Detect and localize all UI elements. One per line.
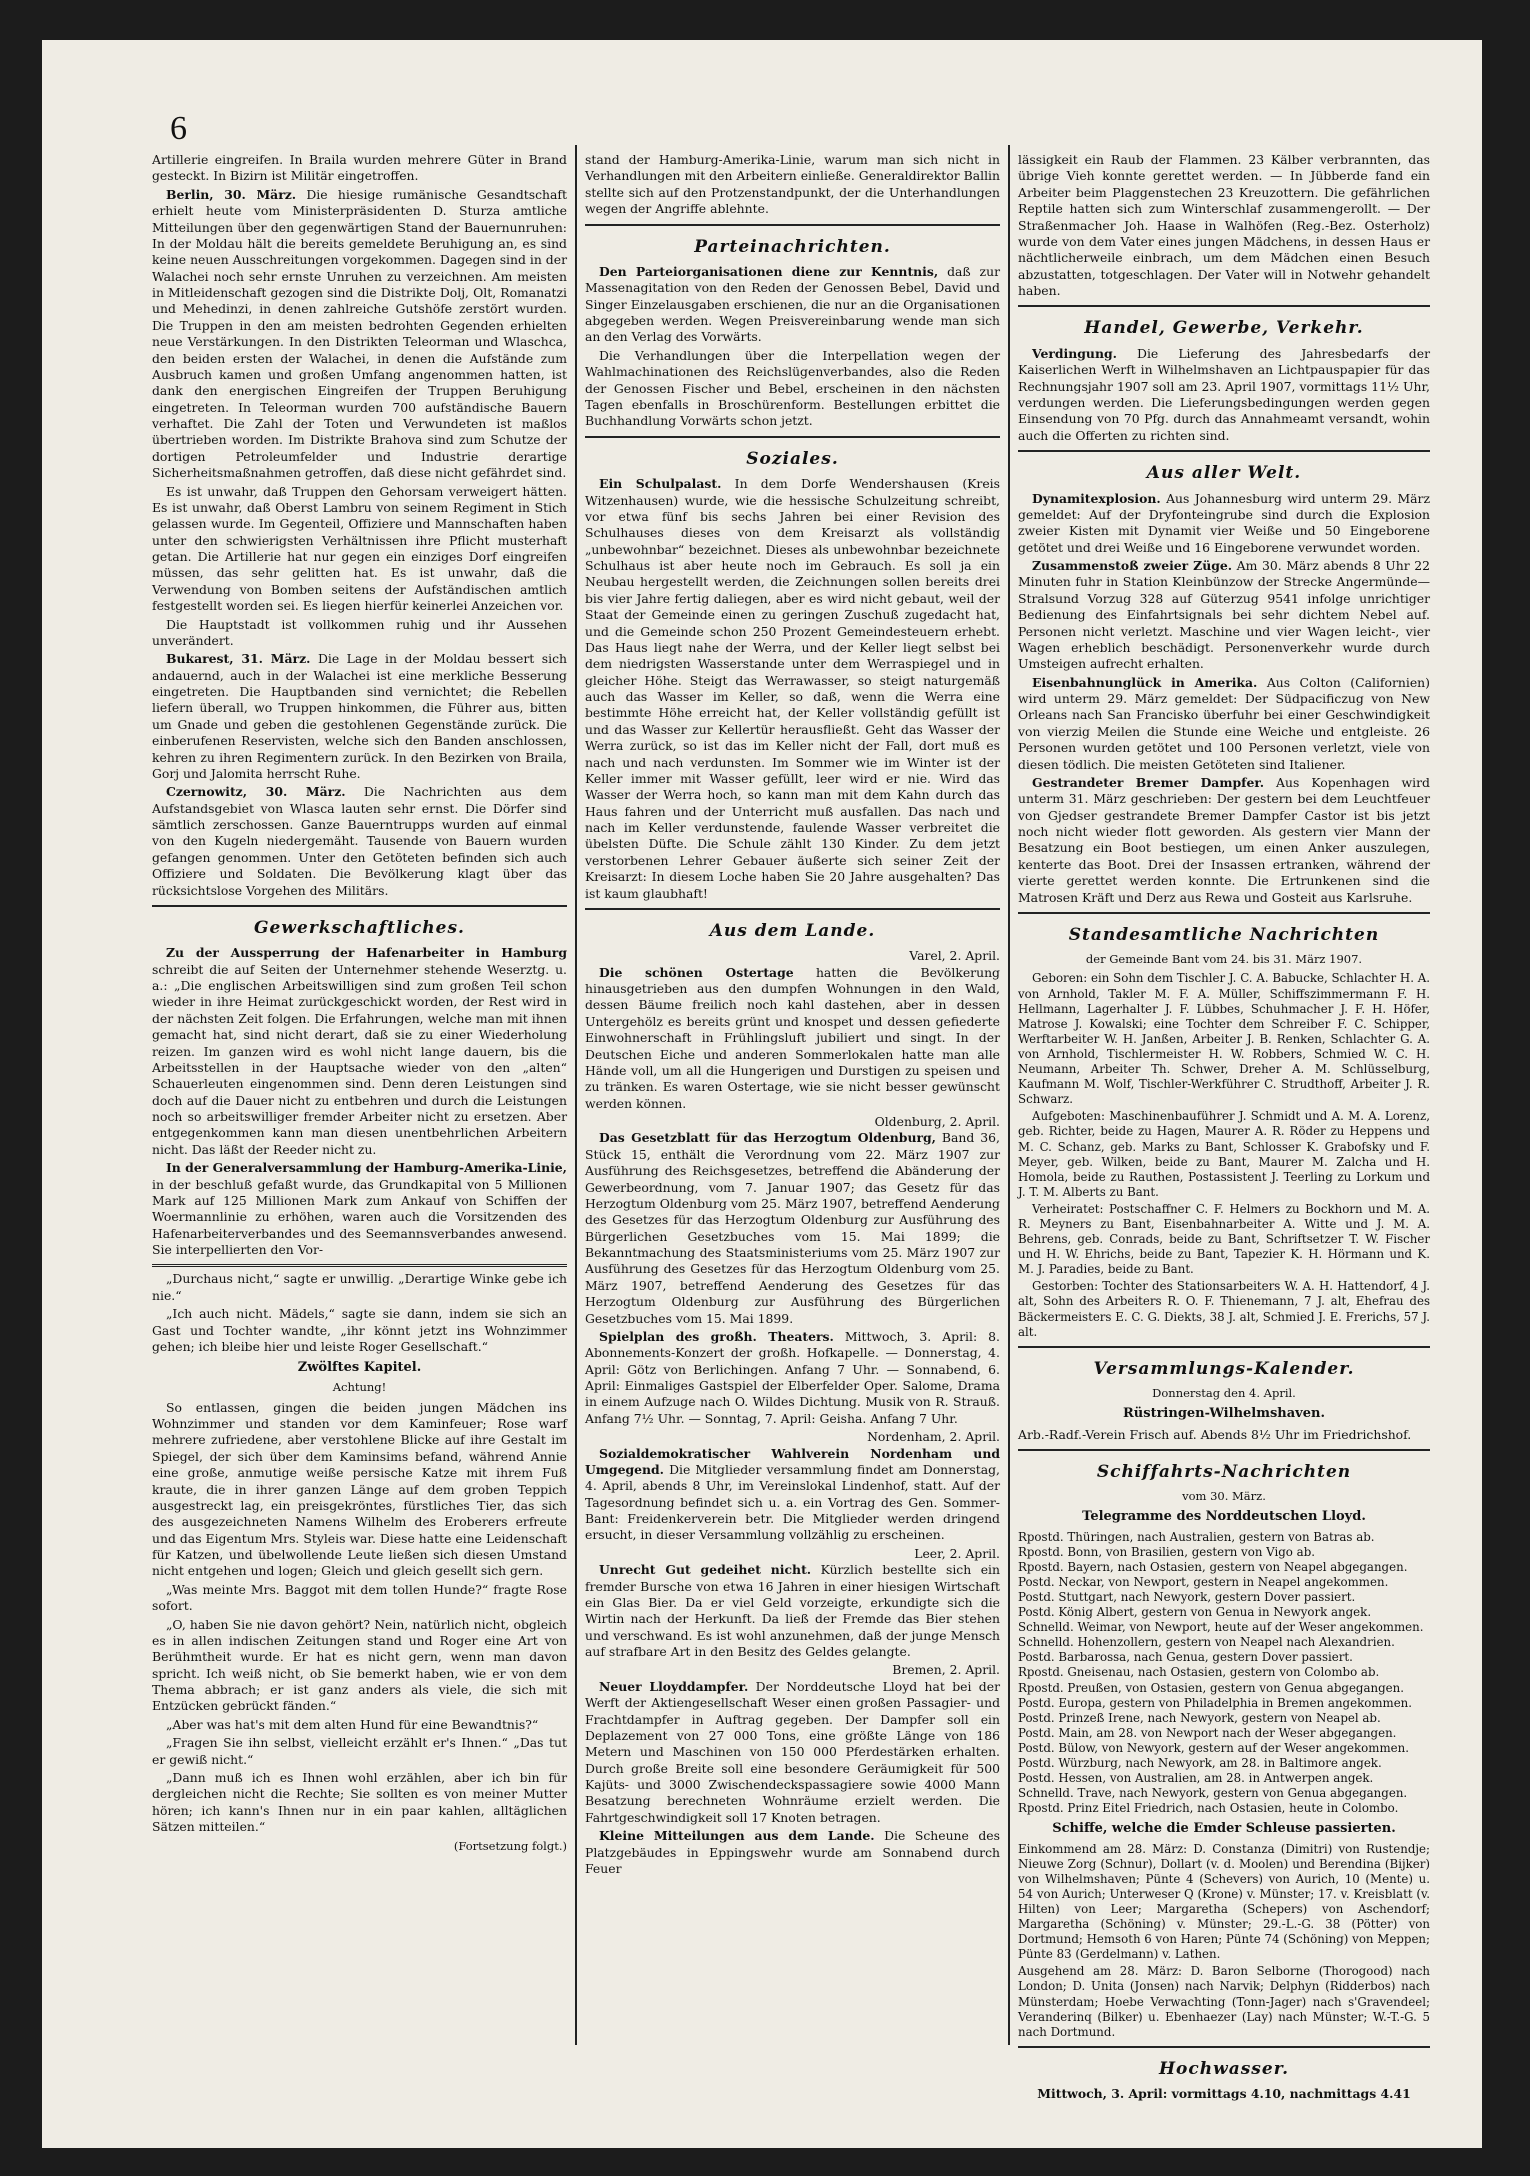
ship-line: Schnelld. Weimar, von Newport, heute auf der Weser angekommen. <box>1018 1620 1424 1635</box>
article-body: Aus Kopenhagen wird unterm 31. März geschrieben: Der gestern bei dem Leuchtfeuer von Gjedser gestrandete Bremer Dampfer Castor ist bis jetzt noch nicht wieder flott geworden. Als gestern vier Mann der Besatzung ein Boot bestiegen, um einen Anker auszulegen, kenterte das Boot. Drei der Insassen ertranken, während der vierte gerettet werden konnte. Die Ertrunkenen sind die Matrosen Kräft und Derz aus Rewa und Gosteit aus Karlsruhe. <box>1018 774 1430 905</box>
section-heading: Parteinachrichten. <box>694 236 891 257</box>
article-body: Kürzlich bestellte sich ein fremder Bursche von etwa 16 Jahren in einer hiesigen Wirtschaft ein Glas Bier. Da er viel Geld vorzeigte, erkundigte sich die Wirtin nach der Herkunft. Da ließ der Fremde das Bier stehen und verschwand. Es ist wohl anzunehmen, daß der junge Mensch auf strafbare Art in den Besitz des Geldes gelangte. <box>585 1562 1000 1660</box>
ship-line: Postd. Main, am 28. von Newport nach der Weser abgegangen. <box>1018 1725 1397 1740</box>
ship-line: Postd. Neckar, von Newport, gestern in Neapel angekommen. <box>1018 1574 1389 1589</box>
article-headline: Zusammenstoß zweier Züge. <box>1032 558 1233 573</box>
article-headline: Den Parteiorganisationen diene zur Kenntnis, <box>599 263 939 279</box>
novel-text: „Was meinte Mrs. Baggot mit dem tollen Hunde?“ fragte Rose sofort. <box>152 1581 567 1614</box>
section-heading: Versammlungs-Kalender. <box>1093 1358 1355 1379</box>
article-text <box>1018 558 1430 673</box>
dateline: Bremen, 2. April. <box>892 1662 1000 1678</box>
article-text <box>585 1329 1000 1427</box>
section-subheading: der Gemeinde Bant vom 24. bis 31. März 1907. <box>1085 952 1363 967</box>
section-heading: Handel, Gewerbe, Verkehr. <box>1084 318 1364 339</box>
ship-line: Rpostd. Thüringen, nach Australien, gestern von Batras ab. <box>1018 1529 1375 1544</box>
article-text <box>585 1828 1000 1877</box>
section-heading: Standesamtliche Nachrichten <box>1068 924 1380 945</box>
article-body: Am 30. März abends 8 Uhr 22 Minuten fuhr in Station Kleinbünzow der Strecke Angermünde—Stralsund Vorzug 328 auf Güterzug 9541 infolge unrichtiger Bedienung des Einfahrtsignals bei sehr dichtem Nebel auf. Personen nicht verletzt. Maschine und vier Wagen leicht-, vier Wagen erheblich beschädigt. Personenverkehr wurde durch Umsteigen aufrecht erhalten. <box>1018 558 1430 672</box>
article-text <box>152 784 567 899</box>
novel-text: So entlassen, gingen die beiden jungen Mädchen ins Wohnzimmer und standen vor dem Kaminfeuer; Rose warf mehrere zufriedene, aber verstohlene Blicke auf ihre Gestalt im Spiegel, der sich über dem Kaminsims befand, während Annie eine große, anmutige weiße persische Katze mit ihrem Fuß kraute, die in ihrer ganzen Länge auf dem groben Teppich ausgestreckt lag, ein preisgekröntes, fürstliches Tier, das sich des ausgezeichneten Namens Wilhelm des Eroberers erfreute und das Eigentum Mrs. Styleis war. Diese hatte eine Leidenschaft für Katzen, und übelwollende Leute ließen sich diesen Umstand nicht entgehen und logen; Gleich und gleich gesellt sich gern. <box>152 1399 567 1579</box>
novel-text: „Fragen Sie ihn selbst, vielleicht erzählt er's Ihnen.“ „Das tut er gewiß nicht.“ <box>152 1735 567 1767</box>
article-text <box>1018 346 1430 444</box>
article-headline: Sozialdemokratischer Wahlverein Nordenham und Umgegend. <box>585 1445 1000 1477</box>
article-headline: Verdingung. <box>1032 345 1117 361</box>
article-text <box>152 1160 567 1258</box>
chapter-title: Zwölftes Kapitel. <box>297 1360 422 1376</box>
article-body: hatten die Bevölkerung hinausgetrieben aus den dumpfen Wohnungen in den Wald, dessen Bäume freilich noch kahl dastehen, aber in dessen Untergehölz es bereits grünt und knospet und dessen gefiederte Einwohnerschaft in Frühlingsluft jubiliert und singt. In der Deutschen Eiche und anderen Sommerlokalen hatte man alle Hände voll, um all die Hungerigen und Durstigen zu speisen und zu tränken. Es waren Ostertage, wie sie nicht besser gewünscht werden können. <box>585 964 1000 1111</box>
section-heading: Schiffahrts-Nachrichten <box>1096 1461 1352 1482</box>
column-3 <box>1018 152 1430 2102</box>
article-body: Die Mitglieder versammlung findet am Donnerstag, 4. April, abends 8 Uhr, im Vereinslokal Lindenhof, statt. Auf der Tagesordnung befindet sich u. a. ein Vortrag des Gen. Sommer-Bant: Freidenkerverein betr. Die Mitglieder werden dringend ersucht, in dieser Versammlung vollzählig zu erscheinen. <box>585 1461 1000 1543</box>
article-text <box>152 651 567 782</box>
novel-text: „O, haben Sie nie davon gehört? Nein, natürlich nicht, obgleich es in allen indischen Zeitungen stand und Roger eine Art von Berühmtheit wurde. Er hat es nicht gern, wenn man davon spricht. Ich weiß nicht, ob Sie bemerkt haben, wie er von dem Thema abbrach; er ist ganz anders als viele, die sich mit Entzücken gebrückt fänden.“ <box>152 1616 567 1714</box>
article-text <box>152 187 567 482</box>
article-body: Die Nachrichten aus dem Aufstandsgebiet von Wlasca lauten sehr ernst. Die Dörfer sind sämtlich zerschossen. Ganze Bauerntrupps wurden auf einmal von den Kugeln niedergemäht. Tausende von Bauern wurden gefangen genommen. Unter den Getöteten befinden sich auch Offiziere und Soldaten. Die Bevölkerung klagt über das rücksichtslose Vorgehen des Militärs. <box>152 784 567 898</box>
ship-line: Rpostd. Bayern, nach Ostasien, gestern von Neapel abgegangen. <box>1018 1559 1408 1574</box>
article-text: Es ist unwahr, daß Truppen den Gehorsam verweigert hätten. Es ist unwahr, daß Oberst Lambru von seinem Regiment in Stich gelassen wurde. Im Gegenteil, Offiziere und Mannschaften haben unter den schwierigsten Verhältnissen ihre Pflicht musterhaft getan. Die Artillerie hat nur gegen ein einziges Dorf eingreifen müssen, das sehr gelitten hat. Es ist unwahr, daß die Verwendung von Bomben seitens der Aufständischen amtlich festgestellt worden sei. Es liegen hierfür keinerlei Anzeichen vor. <box>152 483 567 614</box>
dateline: Berlin, 30. März. <box>166 186 297 202</box>
dateline: Czernowitz, 30. März. <box>166 784 346 800</box>
article-body: In dem Dorfe Wendershausen (Kreis Witzenhausen) wurde, wie die hessische Schulzeitung schreibt, vor etwa fünf bis sechs Jahren bei einer Revision des Schulhauses dieses von dem Kreisarzt als vollständig „unbewohnbar“ bezeichnet. Dieses als unbewohnbar bezeichnete Schulhaus ist aber heute noch im Gebrauch. Es soll ja ein Neubau hergestellt werden, die Zeichnungen sollen bereits drei bis vier Jahre fertig daliegen, aber es wird nicht gebaut, weil der Staat der Gemeinde einen zu geringen Zuschuß zugedacht hat, und die Gemeinde schon 250 Prozent Gemeindesteuern erhebt. Das Haus liegt nahe der Werra, und der Keller liegt selbst bei dem niedrigsten Wasserstande unter dem Werraspiegel und in gleicher Höhe. Steigt das Werrawasser, so steigt naturgemäß auch das Wasser im Keller, so daß, wenn die Werra eine bestimmte Höhe erreicht hat, der Keller vollständig gefüllt ist und das Wasser zur Kellertür herausfließt. Geht das Wasser der Werra zurück, so ist das im Keller nicht der Fall, dort muß es nach und nach verdunsten. Im Sommer wie im Winter ist der Keller immer mit Wasser gefüllt, leer wird er nie. Wird das Wasser der Werra hoch, so kann man mit dem Kahn durch das Haus fahren und der Unterricht muß ausfallen. Das nach und nach im Keller verdunstende, faulende Wasser verbreitet die übelsten Düfte. Die Schule zählt 130 Kinder. Zu dem jetzt verstorbenen Lehrer Gebauer äußerte sich seiner Zeit der Kreisarzt: In diesem Loche haben Sie 20 Jahre ausgehalten? Das ist kaum glaubhaft! <box>585 476 1000 901</box>
ship-list <box>1018 1530 1430 1817</box>
ship-line: Postd. Prinzeß Irene, nach Newyork, gestern von Neapel ab. <box>1018 1710 1381 1725</box>
ship-line: Postd. Bülow, von Newyork, gestern auf der Weser angekommen. <box>1018 1740 1409 1755</box>
article-body: Die Lieferung des Jahresbedarfs der Kaiserlichen Werft in Wilhelmshaven an Lichtpauspapier für das Rechnungsjahr 1907 soll am 23. April 1907, vormittags 11½ Uhr, verdungen werden. Die Lieferungsbedingungen werden gegen Einsendung von 70 Pfg. durch das Annahmeamt versandt, wohin auch die Offerten zu richten sind. <box>1018 345 1430 443</box>
article-text <box>585 1562 1000 1660</box>
ship-entry: Ausgehend am 28. März: D. Baron Selborne (Thorogood) nach London; D. Unita (Jonsen) nach Narvik; Delphyn (Ridderbos) nach Münsterdam; Hoebe Verwachting (Tonn-Jager) nach s'Gravendeel; Veranderinq (Bilker) u. Ebenhaezer (Lay) nach Münster; W.-T.-G. 5 nach Dortmund. <box>1018 1964 1430 2039</box>
ship-line: Postd. Stuttgart, nach Newyork, gestern Dover passiert. <box>1018 1590 1356 1605</box>
novel-text: „Dann muß ich es Ihnen wohl erzählen, aber ich bin für dergleichen nicht die Rechte; Sie sollten es von meiner Mutter hören; ich kann's Ihnen nur in ein paar kahlen, alltäglichen Sätzen mitteilen.“ <box>152 1769 567 1835</box>
dateline: Leer, 2. April. <box>914 1545 1000 1561</box>
article-text: Die Verhandlungen über die Interpellation wegen der Wahlmachinationen des Reichslügenverbandes, also die Reden der Genossen Fischer und Bebel, erscheinen in den nächsten Tagen ebenfalls in Broschürenform. Bestellungen erbittet die Buchhandlung Vorwärts schon jetzt. <box>585 347 1000 429</box>
column-rule <box>1008 145 1010 2045</box>
meeting-entry: Arb.-Radf.-Verein Frisch auf. Abends 8½ Uhr im Friedrichshof. <box>1018 1426 1412 1442</box>
telegram-heading: Telegramme des Norddeutschen Lloyd. <box>1082 1509 1366 1525</box>
article-headline: Die schönen Ostertage <box>599 964 794 980</box>
page-number: 6 <box>170 110 187 147</box>
article-text: stand der Hamburg-Amerika-Linie, warum man sich nicht in Verhandlungen mit den Arbeitern einließe. Generaldirektor Ballin stellte sich auf den Protzenstandpunkt, der die Unterhandlungen wegen der Angriffe ablehnte. <box>585 152 1000 217</box>
article-text <box>1018 775 1430 906</box>
article-text <box>1018 675 1430 773</box>
section-heading: Gewerkschaftliches. <box>254 917 465 938</box>
article-text <box>585 1446 1000 1544</box>
novel-text: „Ich auch nicht. Mädels,“ sagte sie dann, indem sie sich an Gast und Tochter wandte, „ihr könnt jetzt ins Wohnzimmer gehen; ich bleibe hier und leiste Roger Gesellschaft.“ <box>152 1306 567 1354</box>
article-headline: Spielplan des großh. Theaters. <box>599 1328 834 1344</box>
chapter-subtitle: Achtung! <box>332 1380 387 1395</box>
article-headline: Unrecht Gut gedeihet nicht. <box>599 1562 812 1578</box>
novel-text: „Durchaus nicht,“ sagte er unwillig. „Derartige Winke gebe ich nie.“ <box>152 1271 567 1303</box>
ship-line: Rpostd. Gneisenau, nach Ostasien, gestern von Colombo ab. <box>1018 1665 1380 1680</box>
ship-line: Postd. Würzburg, nach Newyork, am 28. in Baltimore angek. <box>1018 1756 1382 1771</box>
article-body: Aus Johannesburg wird unterm 29. März gemeldet: Auf der Dryfonteingrube sind durch die Explosion zweier Kisten mit Dynamit vier Weiße und 50 Eingeborene getötet und drei Weiße und 16 Eingeborene verwundet worden. <box>1018 490 1430 555</box>
article-text: Artillerie eingreifen. In Braila wurden mehrere Güter in Brand gesteckt. In Bizirn ist Militär eingetroffen. <box>152 152 567 184</box>
article-headline: In der Generalversammlung der Hamburg-Amerika-Linie, <box>166 1160 567 1176</box>
column-2 <box>585 152 1000 2042</box>
article-headline: Gestrandeter Bremer Dampfer. <box>1032 774 1265 790</box>
section-heading: Soziales. <box>746 448 839 469</box>
article-text <box>585 476 1000 902</box>
ship-line: Postd. König Albert, gestern von Genua in Newyork angek. <box>1018 1605 1372 1620</box>
high-water-times: Mittwoch, 3. April: vormittags 4.10, nachmittags 4.41 <box>1037 2086 1411 2102</box>
registry-text: Aufgeboten: Maschinenbauführer J. Schmidt und A. M. A. Lorenz, geb. Richter, beide zu Hagen, Maurer A. R. Röder zu Heppens und M. C. Schanz, geb. Marks zu Bant, Schlosser K. Grabofsky und F. Meyer, geb. Wilken, beide zu Bant, Maurer M. Zalcha und H. Homola, beide zu Rauthen, Postassistent J. Teerling zu Lorkum und J. T. M. Alberts zu Bant. <box>1018 1109 1430 1199</box>
article-headline: Eisenbahnunglück in Amerika. <box>1032 674 1258 690</box>
article-body: Die Lage in der Moldau bessert sich andauernd, auch in der Walachei ist eine merkliche Besserung eingetreten. Die Hauptbanden sind vernichtet; die Rebellen liefern überall, wo Truppen hinkommen, die Führer aus, bitten um Gnade und geben die gestohlenen Gegenstände zurück. Die einberufenen Reservisten, welche sich den Banden anschlossen, kehren zu ihren Regimentern zurück. In den Bezirken von Braila, Gorj und Jalomita herrscht Ruhe. <box>152 651 567 781</box>
article-headline: Neuer Lloyddampfer. <box>599 1678 749 1694</box>
dateline: Bukarest, 31. März. <box>166 651 311 667</box>
article-text <box>585 1679 1000 1826</box>
article-text <box>1018 491 1430 557</box>
section-heading: Aus dem Lande. <box>709 920 876 941</box>
column-rule <box>575 145 577 2045</box>
continuation-note: (Fortsetzung folgt.) <box>453 1839 567 1854</box>
article-text: lässigkeit ein Raub der Flammen. 23 Kälber verbrannten, das übrige Vieh konnte gerettet werden. — In Jübberde fand ein Arbeiter beim Plaggenstechen 23 Kreuzottern. Die gefährlichen Reptile hatten sich zum Winterschlaf zusammengerollt. — Der Straßenmacher Joh. Haase in Walhöfen (Reg.-Bez. Osterholz) wurde von dem Vater eines jungen Mädchens, in dessen Haus er nächtlicherweile einbrach, um dem Mädchen einen Besuch abzustatten, totgeschlagen. Der Vater will in Notwehr gehandelt haben. <box>1018 152 1430 298</box>
article-body: Der Norddeutsche Lloyd hat bei der Werft der Aktiengesellschaft Weser einen großen Passagier- und Frachtdampfer in Auftrag gegeben. Der Dampfer soll ein Deplazement von 27 000 Tons, eine größte Länge von 186 Metern und Maschinen von 150 000 Pferdestärken erhalten. Durch große Breite soll eine besondere Geräumigkeit für 500 Kajüts- und 3000 Zwischendeckspassagiere sowie 4000 Mann Besatzung berechneten Wohnräume erzielt werden. Die Fahrtgeschwindigkeit soll 17 Knoten betragen. <box>585 1678 1000 1825</box>
ship-line: Postd. Barbarossa, nach Genua, gestern Dover passiert. <box>1018 1650 1353 1665</box>
section-subheading: vom 30. März. <box>1182 1489 1266 1504</box>
section-subheading: Donnerstag den 4. April. <box>1152 1386 1296 1401</box>
article-body: Band 36, Stück 15, enthält die Verordnung vom 22. März 1907 zur Ausführung des Reichsgesetzes, betreffend die Abänderung der Gewerbeordnung, vom 7. Januar 1907; das Gesetz für das Herzogtum Oldenburg vom 25. März 1907, betreffend Aenderung des Gesetzes für das Herzogtum Oldenburg zur Ausführung des Bürgerlichen Gesetzbuches vom 15. Mai 1899; die Bekanntmachung des Staatsministeriums vom 25. März 1907 zur Ausführung des Gesetzes für das Herzogtum Oldenburg vom 25. März 1907, betreffend Aenderung des Gesetzes für das Herzogtum Oldenburg zur Ausführung des Bürgerlichen Gesetzbuches vom 15. Mai 1899. <box>585 1130 1000 1326</box>
ship-line: Postd. Europa, gestern von Philadelphia in Bremen angekommen. <box>1018 1695 1413 1710</box>
dateline: Nordenham, 2. April. <box>867 1429 1000 1445</box>
article-text <box>152 945 567 1158</box>
article-headline: Zu der Aussperrung der Hafenarbeiter in Hamburg <box>166 945 567 961</box>
ship-line: Rpostd. Bonn, von Brasilien, gestern von Vigo ab. <box>1018 1544 1315 1559</box>
ship-entry: Einkommend am 28. März: D. Constanza (Dimitri) von Rustendje; Nieuwe Zorg (Schnur), Dollart (v. d. Moolen) und Berendina (Bijker) von Wilhelmshaven; Pünte 4 (Schevers) von Aurich, 10 (Mente) u. 54 von Aurich; Unterweser Q (Krone) v. Münster; 17. v. Kreisblatt (v. Hilten) von Leer; Margaretha (Schepers) von Aschendorf; Margaretha (Schöning) v. Münster; 29.-L.-G. 38 (Pötter) von Dortmund; Hemsoth 6 von Haren; Pünte 74 (Schöning) von Meppen; Pünte 83 (Gerdelmann) v. Lathen. <box>1018 1841 1430 1962</box>
article-body: in der beschluß gefaßt wurde, das Grundkapital von 5 Millionen Mark auf 125 Millionen Mark zum Ankauf von Schiffen der Woermannlinie zu erhöhen, waren auch die Vorsitzenden des Hafenarbeiterverbandes und des Seemannsverbandes anwesend. Sie interpellierten den Vor- <box>152 1176 567 1258</box>
registry-text: Verheiratet: Postschaffner C. F. Helmers zu Bockhorn und M. A. R. Meyners zu Bant, Eisenbahnarbeiter A. Witte und J. M. A. Behrens, geb. Conrads, beide zu Bant, Schriftsetzer T. W. Fischer und H. W. Ehrichs, beide zu Bant, Tapezier K. H. Hörmann und K. M. J. Paradies, beide zu Bant. <box>1018 1201 1430 1277</box>
article-text <box>585 965 1000 1112</box>
article-text <box>585 1130 1000 1327</box>
ship-line: Rpostd. Preußen, von Ostasien, gestern von Genua abgegangen. <box>1018 1680 1404 1695</box>
ship-line: Rpostd. Prinz Eitel Friedrich, nach Ostasien, heute in Colombo. <box>1018 1801 1399 1816</box>
section-heading: Aus aller Welt. <box>1146 463 1302 484</box>
article-body: Aus Colton (Californien) wird unterm 29. März gemeldet: Der Südpacificzug von New Orleans nach San Francisko überfuhr bei einer Geschwindigkeit von vierzig Meilen die Stunde eine Weiche und entgleiste. 26 Personen wurden getötet und 100 Personen verletzt, viele von diesen tödlich. Die meisten Getöteten sind Italiener. <box>1018 674 1430 772</box>
article-headline: Ein Schulpalast. <box>599 476 722 492</box>
dateline: Oldenburg, 2. April. <box>874 1114 1000 1130</box>
ship-line: Postd. Hessen, von Australien, am 28. in Antwerpen angek. <box>1018 1771 1374 1786</box>
registry-text: Gestorben: Tochter des Stationsarbeiters W. A. H. Hattendorf, 4 J. alt, Sohn des Arbeiters R. O. F. Thienemann, 7 J. alt, Ehefrau des Bäckermeisters E. C. G. Diekts, 38 J. alt, Schmied J. E. Frerichs, 57 J. alt. <box>1018 1279 1430 1339</box>
article-text: Die Hauptstadt ist vollkommen ruhig und ihr Aussehen unverändert. <box>152 616 567 648</box>
article-body: Mittwoch, 3. April: 8. Abonnements-Konzert der großh. Hofkapelle. — Donnerstag, 4. April: Götz von Berlichingen. Anfang 7 Uhr. — Sonnabend, 6. April: Einmaliges Gastspiel der Elberfelder Oper. Salome, Drama in einem Aufzuge nach O. Wildes Dichtung. Musik von R. Strauß. Anfang 7½ Uhr. — Sonntag, 7. April: Geisha. Anfang 7 Uhr. <box>585 1328 1000 1426</box>
section-heading: Hochwasser. <box>1158 2058 1290 2079</box>
ship-line: Schnelld. Trave, nach Newyork, gestern von Genua abgegangen. <box>1018 1786 1408 1801</box>
article-text <box>585 264 1000 346</box>
article-headline: Dynamitexplosion. <box>1032 490 1161 506</box>
ship-line: Schnelld. Hohenzollern, gestern von Neapel nach Alexandrien. <box>1018 1635 1395 1650</box>
column-1 <box>152 152 567 2042</box>
article-body: Die hiesige rumänische Gesandtschaft erhielt heute vom Ministerpräsidenten D. Sturza amtliche Mitteilungen über den gegenwärtigen Stand der Bauernunruhen: In der Moldau hält die bereits gemeldete Beruhigung an, es sind keine neuen Ausschreitungen vorgekommen. Dagegen sind in der Walachei noch sehr ernste Unruhen zu verzeichnen. Am meisten in Mitleidenschaft gezogen sind die Distrikte Dolj, Olt, Romanatzi und Mehedinzi, in denen zahlreiche Gutshöfe zerstört wurden. Die Truppen in den am meisten bedrohten Gegenden erhielten neue Verstärkungen. In den Distrikten Teleorman und Wlaschca, den beiden ersten der Walachei, in denen die Aufstände zum Ausbruch kamen und großen Umfang angenommen hatten, ist dank den energischen Eingreifen der Truppen Beruhigung eingetreten. In Teleorman wurden 700 aufständische Bauern verhaftet. Die Zahl der Toten und Verwundeten ist maßlos übertrieben worden. Im Distrikte Brahova sind zum Schutze der dortigen Petroleumfelder und Industrie derartige Sicherheitsmaßnahmen getroffen, daß diese nicht gefährdet sind. <box>152 186 567 481</box>
registry-text: Geboren: ein Sohn dem Tischler J. C. A. Babucke, Schlachter H. A. von Arnhold, Takler M. F. A. Müller, Schiffszimmermann F. H. Hellmann, Lagerhalter J. F. Lübbes, Schuhmacher J. F. H. Höfer, Matrose J. Kowalski; eine Tochter dem Schreiber F. C. Schipper, Werftarbeiter W. H. Janßen, Arbeiter J. B. Renken, Schlachter G. A. von Arnhold, Tischlermeister H. W. Robbers, Schmied W. C. H. Neumann, Arbeiter Th. Schwer, Dreher A. M. Schlüsselburg, Kaufmann M. Wolf, Tischler-Werkführer C. Strudthoff, Arbeiter J. R. Schwarz. <box>1018 971 1430 1107</box>
article-body: schreibt die auf Seiten der Unternehmer stehende Weserztg. u. a.: „Die englischen Arbeitswilligen sind zum großen Teil schon wieder in ihre Heimat zurückgeschickt worden, der Rest wird in der nächsten Zeit folgen. Die Erfahrungen, welche man mit ihnen gemacht hat, sind nicht derart, daß sie zu einer Wiederholung reizen. Im ganzen wird es wohl nicht lange dauern, bis die Arbeitsstellen in der Hauptsache wieder von den „alten“ Schauerleuten eingenommen sind. Denn deren Leistungen sind doch auf die Dauer nicht zu entbehren und durch die Leistungen noch so arbeitswilliger fremder Arbeiter nicht zu ersetzen. Aber entgegenkommen kann man diesen unentbehrlichen Arbeitern nicht. Das läßt der Reeder nicht zu. <box>152 961 567 1157</box>
lock-heading: Schiffe, welche die Emder Schleuse passierten. <box>1052 1821 1396 1837</box>
novel-text: „Aber was hat's mit dem alten Hund für eine Bewandtnis?“ <box>166 1716 539 1732</box>
article-body: daß zur Massenagitation von den Reden der Genossen Bebel, David und Singer Einzelausgaben erschienen, die nur an die Organisationen abgegeben werden. Wegen Preisvereinbarung wende man sich an den Verlag des Vorwärts. <box>585 263 1000 345</box>
article-body: Die Scheune des Platzgebäudes in Eppingswehr wurde am Sonnabend durch Feuer <box>585 1828 1000 1876</box>
dateline: Varel, 2. April. <box>909 948 1000 964</box>
article-headline: Kleine Mitteilungen aus dem Lande. <box>599 1828 875 1844</box>
place-heading: Rüstringen-Wilhelmshaven. <box>1123 1406 1325 1422</box>
article-headline: Das Gesetzblatt für das Herzogtum Oldenburg, <box>599 1130 936 1146</box>
